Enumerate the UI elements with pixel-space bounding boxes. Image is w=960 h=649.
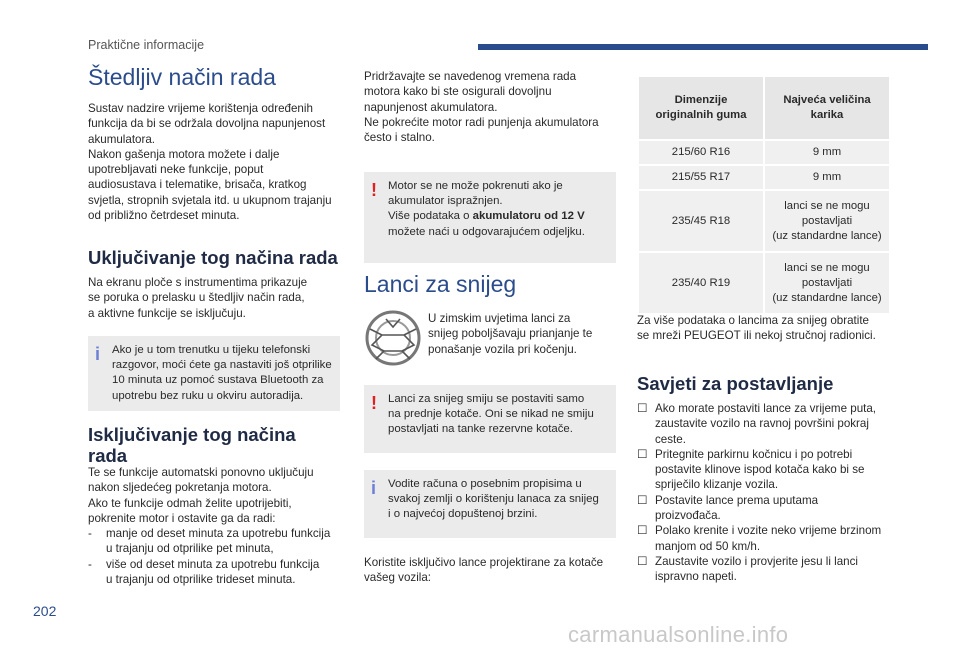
- section-header: Praktične informacije: [88, 38, 205, 52]
- info-note-regulations: i Vodite računa o posebnim propisima u svakoj zemlji o korištenju lanaca za snijeg i o najvećoj dopuštenoj brzini.: [364, 470, 616, 538]
- list-item: ☐ Zaustavite vozilo i provjerite jesu li lanci ispravno napeti.: [637, 554, 858, 584]
- list-item: - manje od deset minuta za upotrebu funkcija u trajanju od otprilike pet minuta,: [88, 526, 348, 557]
- table-header: Najveća veličina karika: [764, 76, 890, 140]
- table-row: 235/45 R18 lanci se ne mogu postavljati (uz standardne lance): [638, 190, 890, 252]
- table-row: 215/60 R16 9 mm: [638, 140, 890, 165]
- dash-list: [88, 526, 348, 587]
- warning-front-wheels: ! Lanci za snijeg smiju se postaviti samo na prednje kotače. Oni se nikad ne smiju postavljati na tanke rezervne kotače.: [364, 385, 616, 453]
- table-row: 235/40 R19 lanci se ne mogu postavljati (uz standardne lance): [638, 252, 890, 314]
- title-economy-mode: Štedljiv način rada: [88, 64, 276, 90]
- watermark: carmanualsonline.info: [568, 622, 789, 647]
- table-row: 215/55 R17 9 mm: [638, 165, 890, 190]
- header-bar: [478, 44, 928, 50]
- warning-battery: ! Motor se ne može pokrenuti ako je akumulator ispražnjen. Više podataka o akumulatoru od 12 V možete naći u odgovarajućem odjeljku.: [364, 172, 616, 263]
- info-icon: i: [371, 478, 377, 498]
- chains-use-text: Koristite isključivo lance projektirane za kotače vašeg vozila:: [364, 556, 604, 585]
- battery-link-text: akumulatoru od 12 V: [472, 210, 585, 223]
- tyre-chain-table: [637, 75, 891, 315]
- economy-intro: Sustav nadzire vrijeme korištenja određenih funkcija da bi se održala dovoljna napunjenost akumulatora. Nakon gašenja motora možete i dalje upotrebljavati neke funkcije, poput audiosustava i telematike, brisača, kratkog svjetla, stropnih svjetala itd. u ukupnom trajanju od približno četrdeset minuta.: [88, 102, 332, 223]
- heading-switching-off: Isključivanje tog načina rada: [88, 424, 296, 466]
- table-header: Dimenzije originalnih guma: [638, 76, 764, 140]
- snow-chains-intro: U zimskim uvjetima lanci za snijeg poboljšavaju prianjanje te ponašanje vozila pri kočenju.: [428, 312, 593, 356]
- list-item: ☐ Polako krenite i vozite neko vrijeme brzinom manjom od 50 km/h.: [637, 524, 882, 553]
- title-snow-chains: Lanci za snijeg: [364, 271, 517, 297]
- heading-fitting-tips: Savjeti za postavljanje: [637, 373, 834, 394]
- info-icon: i: [95, 344, 101, 364]
- list-item: ☐ Pritegnite parkirnu kočnicu i po potrebi postavite klinove ispod kotača kako bi se spriječilo klizanje vozila.: [637, 447, 865, 492]
- switching-off-text: Te se funkcije automatski ponovno uključuju nakon sljedećeg pokretanja motora. Ako te funkcije odmah želite upotrijebiti, pokrenite motor i ostavite ga da radi:: [88, 466, 314, 525]
- list-item: - više od deset minuta za upotrebu funkcija u trajanju od otprilike trideset minuta.: [88, 557, 348, 588]
- info-note-phone: i Ako je u tom trenutku u tijeku telefonski razgovor, moći ćete ga nastaviti još otprilike 10 minuta uz pomoć sustava Bluetooth za upotrebu bez ruku u okviru autoradija.: [88, 336, 340, 411]
- engine-run-text: Pridržavajte se navedenog vremena rada motora kako bi ste osigurali dovoljnu napunjenost akumulatora. Ne pokrećite motor radi punjenja akumulatora često i stalno.: [364, 70, 599, 145]
- list-item: ☐ Postavite lance prema uputama proizvođača.: [637, 493, 819, 523]
- warning-icon: !: [371, 180, 377, 200]
- list-item: ☐ Ako morate postaviti lance za vrijeme puta, zaustavite vozilo na ravnoj površini pokraj ceste.: [637, 402, 877, 446]
- page-number: 202: [33, 603, 57, 619]
- heading-switching-on: Uključivanje tog načina rada: [88, 247, 338, 268]
- warning-icon: !: [371, 393, 377, 413]
- snow-chain-image: [364, 309, 422, 367]
- switching-on-text: Na ekranu ploče s instrumentima prikazuje se poruka o prelasku u štedljiv način rada, a aktivne funkcije se isključuju.: [88, 276, 308, 320]
- dealer-info-text: Za više podataka o lancima za snijeg obratite se mreži PEUGEOT ili nekoj stručnoj radionici.: [637, 314, 876, 343]
- fitting-tips-list: [637, 401, 907, 585]
